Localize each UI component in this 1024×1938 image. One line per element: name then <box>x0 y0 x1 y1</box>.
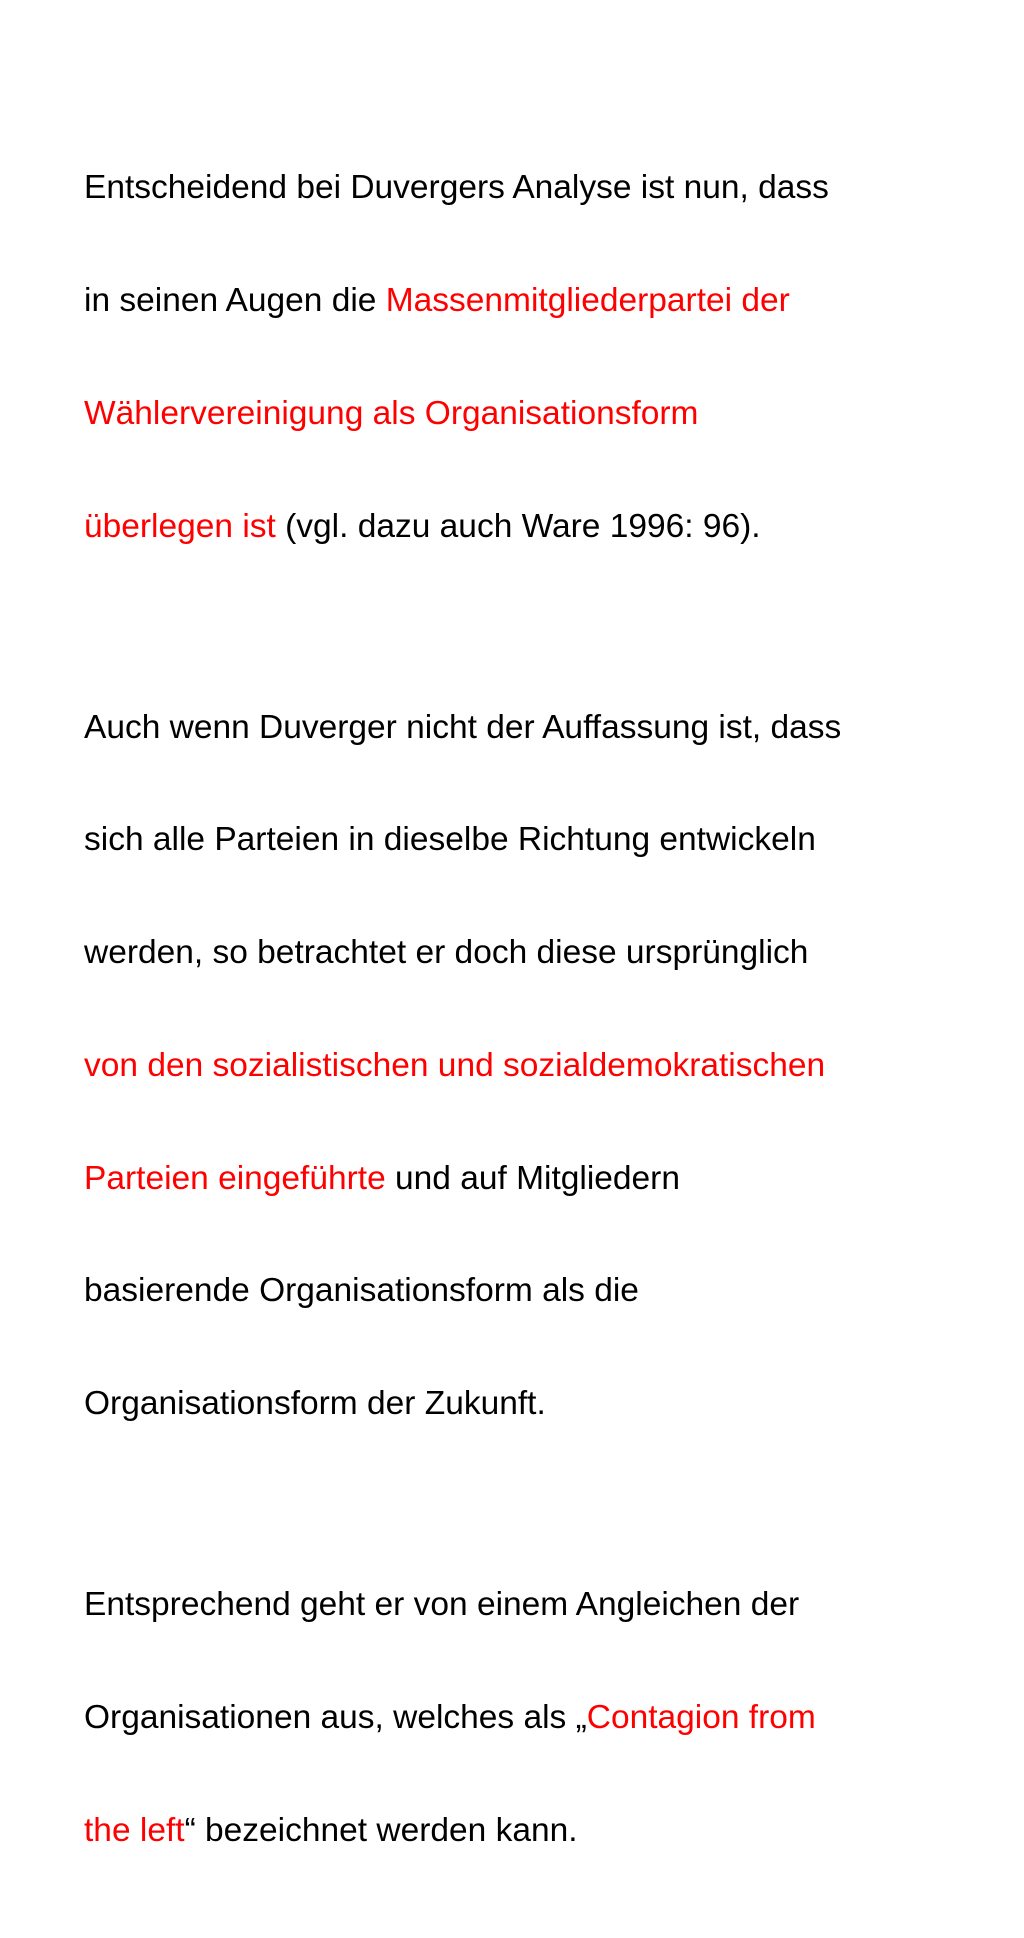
text-line <box>84 821 984 859</box>
text-line <box>84 1272 984 1310</box>
text-run: basierende Organisationsform als die <box>84 1272 639 1310</box>
highlighted-text-run: Contagion from <box>586 1698 816 1736</box>
paragraph-organisation-of-future <box>84 633 984 1498</box>
highlighted-text-run: Massenmitgliederpartei der <box>385 281 790 319</box>
text-line <box>84 1160 984 1198</box>
text-line <box>84 282 984 320</box>
highlighted-text-run: the left <box>84 1811 185 1849</box>
text-run: “ bezeichnet werden kann. <box>184 1811 578 1849</box>
highlighted-text-run: Parteien eingeführte <box>84 1159 386 1197</box>
text-run: Auch wenn Duverger nicht der Auffassung ist, dass <box>84 708 842 746</box>
text-run: werden, so betrachtet er doch diese ursprünglich <box>84 934 809 972</box>
text-line <box>84 508 984 546</box>
highlighted-text-run: Wählervereinigung als Organisationsform <box>84 394 699 432</box>
highlighted-text-run: überlegen ist <box>84 507 276 545</box>
paragraph-duverger-analysis <box>84 94 984 620</box>
text-run: Organisationsform der Zukunft. <box>84 1385 546 1423</box>
text-run: in seinen Augen die <box>84 281 386 319</box>
text-run: (vgl. dazu auch Ware 1996: 96). <box>275 507 761 545</box>
text-line <box>84 934 984 972</box>
paragraph-contagion-from-the-left <box>84 1511 984 1925</box>
text-run: Entsprechend geht er von einem Angleichen der <box>84 1586 800 1624</box>
text-line <box>84 1812 984 1850</box>
highlighted-text-run: von den sozialistischen und sozialdemokratischen <box>84 1046 826 1084</box>
text-line <box>84 1047 984 1085</box>
text-line <box>84 1699 984 1737</box>
text-run: Entscheidend bei Duvergers Analyse ist nun, dass <box>84 169 829 207</box>
text-line <box>84 1586 984 1624</box>
text-line <box>84 395 984 433</box>
text-line <box>84 1385 984 1423</box>
slide-body-text <box>84 94 984 1938</box>
text-run: Organisationen aus, welches als „ <box>84 1698 587 1736</box>
text-line <box>84 169 984 207</box>
text-run: und auf Mitgliedern <box>385 1159 680 1197</box>
text-line <box>84 709 984 747</box>
text-run: sich alle Parteien in dieselbe Richtung entwickeln <box>84 821 816 859</box>
